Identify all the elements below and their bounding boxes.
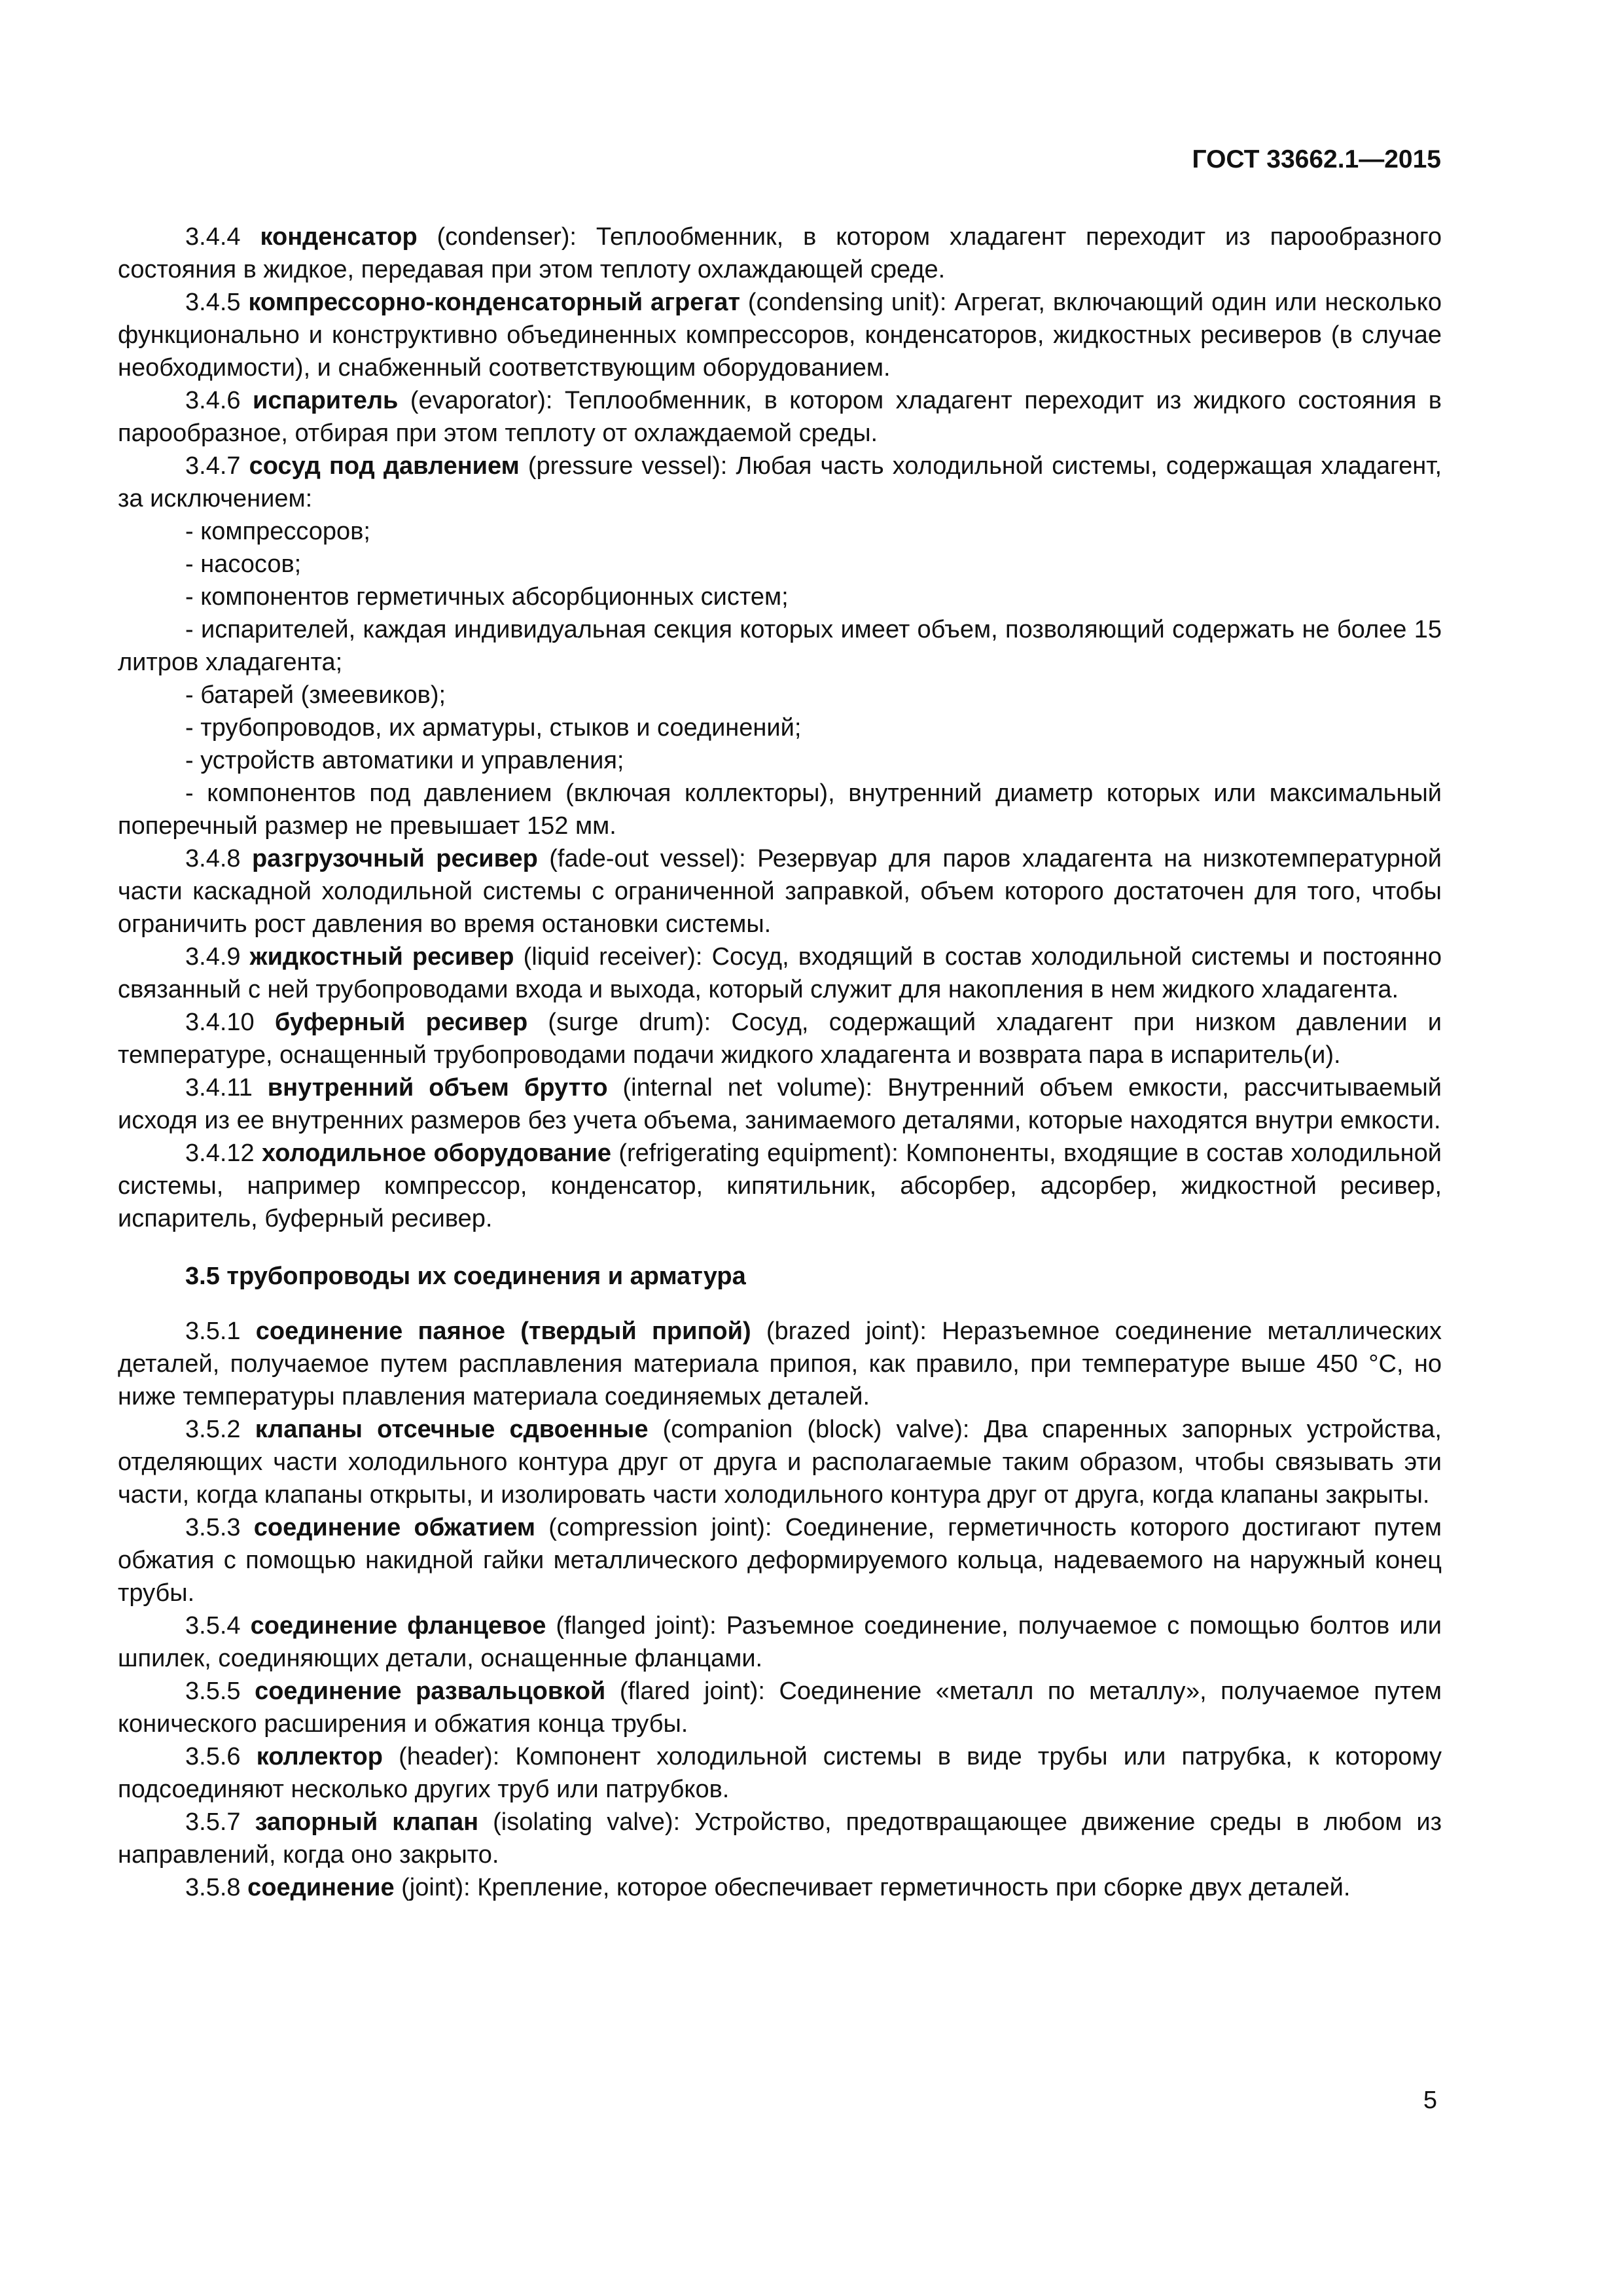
definition-text: (surge drum): Сосуд, содержащий хладагент при низком давлении и температуре, оснащенный трубопроводами подачи жидкого хладагента и возврата пара в испаритель(и).: [118, 1009, 1442, 1069]
definition-text: (isolating valve): Устройство, предотвращающее движение среды в любом из направлений, когда оно закрыто.: [118, 1808, 1442, 1869]
definition-text: (condenser): Теплообменник, в котором хладагент переходит из парообразного состояния в жидкое, передавая при этом теплоту охлаждающей среде.: [118, 223, 1442, 283]
exclusion-list: [118, 515, 1442, 842]
clause-number: 3.4.4: [185, 223, 241, 251]
definition-text: (companion (block) valve): Два спаренных запорных устройства, отделяющих части холодильного контура друг от друга и располагаемые таким образом, чтобы связывать эти части, когда клапаны открыты, и изолировать части холодильного контура друг от друга, когда клапаны закрыты.: [118, 1416, 1442, 1509]
definition-paragraph: [118, 286, 1442, 384]
clause-number: 3.5.6: [185, 1743, 241, 1770]
term: разгрузочный ресивер: [251, 845, 538, 872]
clause-number: 3.5.7: [185, 1808, 241, 1836]
list-item: - испарителей, каждая индивидуальная секция которых имеет объем, позволяющий содержать не более 15 литров хладагента;: [118, 616, 1442, 676]
definition-paragraph: [118, 1413, 1442, 1511]
clause-number: 3.4.12: [185, 1139, 255, 1167]
list-item: - компонентов под давлением (включая коллекторы), внутренний диаметр которых или максимальный поперечный размер не превышает 152 мм.: [118, 780, 1442, 840]
definition-text: (flared joint): Соединение «металл по металлу», получаемое путем конического расширения и обжатия конца трубы.: [118, 1677, 1442, 1738]
term: соединение паяное (твердый припой): [255, 1318, 751, 1345]
clause-number: 3.5.3: [185, 1514, 241, 1541]
term: запорный клапан: [255, 1808, 479, 1836]
term: холодильное оборудование: [262, 1139, 612, 1167]
clause-number: 3.4.10: [185, 1009, 255, 1036]
clause-number: 3.4.6: [185, 387, 241, 414]
term: соединение развальцовкой: [255, 1677, 606, 1705]
definition-paragraph: [118, 1740, 1442, 1806]
standard-header: ГОСТ 33662.1—2015: [1192, 145, 1441, 173]
term: соединение обжатием: [253, 1514, 535, 1541]
definition-paragraph: [118, 842, 1442, 941]
definition-text: (pressure vessel): Любая часть холодильной системы, содержащая хладагент, за исключением:: [118, 452, 1442, 512]
term: внутренний объем брутто: [267, 1074, 608, 1102]
definition-paragraph: [118, 1006, 1442, 1071]
definition-paragraph: [118, 1871, 1442, 1904]
list-item: - компонентов герметичных абсорбционных систем;: [185, 583, 789, 611]
clause-number: 3.5.5: [185, 1677, 241, 1705]
definition-paragraph: [118, 1511, 1442, 1609]
term: испаритель: [253, 387, 399, 414]
term: коллектор: [256, 1743, 383, 1770]
definition-text: (header): Компонент холодильной системы в виде трубы или патрубка, к которому подсоединяют несколько других труб или патрубков.: [118, 1743, 1442, 1803]
definitions-3-4-continued: [118, 842, 1442, 1235]
list-item: - насосов;: [185, 550, 302, 578]
clause-number: 3.4.11: [185, 1074, 253, 1102]
definition-text: (condensing unit): Агрегат, включающий один или несколько функционально и конструктивно объединенных компрессоров, конденсаторов, жидкостных ресиверов (в случае необходимости), и снабженный соответствующим оборудованием.: [118, 289, 1442, 382]
definition-paragraph: [118, 384, 1442, 450]
definition-paragraph: [118, 1137, 1442, 1235]
term: жидкостный ресивер: [249, 943, 514, 971]
clause-number: 3.5.2: [185, 1416, 241, 1443]
definition-text: (internal net volume): Внутренний объем емкости, рассчитываемый исходя из ее внутренних размеров без учета объема, занимаемого деталями, которые находятся внутри емкости.: [118, 1074, 1442, 1134]
term: клапаны отсечные сдвоенные: [255, 1416, 649, 1443]
definition-paragraph: [118, 221, 1442, 286]
clause-number: 3.4.8: [185, 845, 241, 872]
definition-text: (fade-out vessel): Резервуар для паров хладагента на низкотемпературной части каскадной холодильной системы с ограниченной заправкой, объем которого достаточен для того, чтобы ограничить рост давления во время остановки системы.: [118, 845, 1442, 938]
definition-paragraph: [118, 1315, 1442, 1413]
clause-number: 3.5.1: [185, 1318, 241, 1345]
definition-paragraph: [118, 1071, 1442, 1137]
page-number: 5: [1423, 2087, 1437, 2114]
definitions-3-5: [118, 1315, 1442, 1904]
definitions-3-4: [118, 221, 1442, 515]
definition-text: (brazed joint): Неразъемное соединение металлических деталей, получаемое путем расплавления материала припоя, как правило, при температуре выше 450 °C, но ниже температуры плавления материала соединяемых деталей.: [118, 1318, 1442, 1410]
clause-number: 3.5.4: [185, 1612, 241, 1640]
term: соединение: [247, 1874, 395, 1901]
definition-text: (liquid receiver): Сосуд, входящий в состав холодильной системы и постоянно связанный с ней трубопроводами входа и выхода, который служит для накопления в нем жидкого хладагента.: [118, 943, 1442, 1003]
term: компрессорно-конденсаторный агрегат: [248, 289, 740, 316]
clause-number: 3.4.5: [185, 289, 241, 316]
term: конденсатор: [260, 223, 418, 251]
page-content: [118, 221, 1442, 1904]
definition-paragraph: [118, 1609, 1442, 1675]
clause-number: 3.5.8: [185, 1874, 241, 1901]
list-item: - трубопроводов, их арматуры, стыков и соединений;: [185, 714, 802, 742]
term: соединение фланцевое: [250, 1612, 546, 1640]
definition-text: (compression joint): Соединение, герметичность которого достигают путем обжатия с помощью накидной гайки металлического деформируемого кольца, надеваемого на наружный конец трубы.: [118, 1514, 1442, 1607]
clause-number: 3.4.7: [185, 452, 241, 480]
definition-text: (refrigerating equipment): Компоненты, входящие в состав холодильной системы, например компрессор, конденсатор, кипятильник, абсорбер, адсорбер, жидкостной ресивер, испаритель, буферный ресивер.: [118, 1139, 1442, 1232]
definition-paragraph: [118, 1675, 1442, 1740]
definition-text: (joint): Крепление, которое обеспечивает герметичность при сборке двух деталей.: [394, 1874, 1351, 1901]
clause-number: 3.4.9: [185, 943, 241, 971]
term: сосуд под давлением: [249, 452, 520, 480]
term: буферный ресивер: [274, 1009, 528, 1036]
list-item: - батарей (змеевиков);: [185, 681, 446, 709]
definition-text: (evaporator): Теплообменник, в котором хладагент переходит из жидкого состояния в парообразное, отбирая при этом теплоту от охлаждаемой среды.: [118, 387, 1442, 447]
section-heading-3-5: 3.5 трубопроводы их соединения и арматура: [185, 1263, 746, 1290]
list-item: - компрессоров;: [185, 518, 370, 545]
definition-text: (flanged joint): Разъемное соединение, получаемое с помощью болтов или шпилек, соединяющих детали, оснащенные фланцами.: [118, 1612, 1442, 1672]
definition-paragraph: [118, 1806, 1442, 1871]
definition-paragraph: [118, 941, 1442, 1006]
definition-paragraph: [118, 450, 1442, 515]
list-item: - устройств автоматики и управления;: [185, 747, 624, 774]
